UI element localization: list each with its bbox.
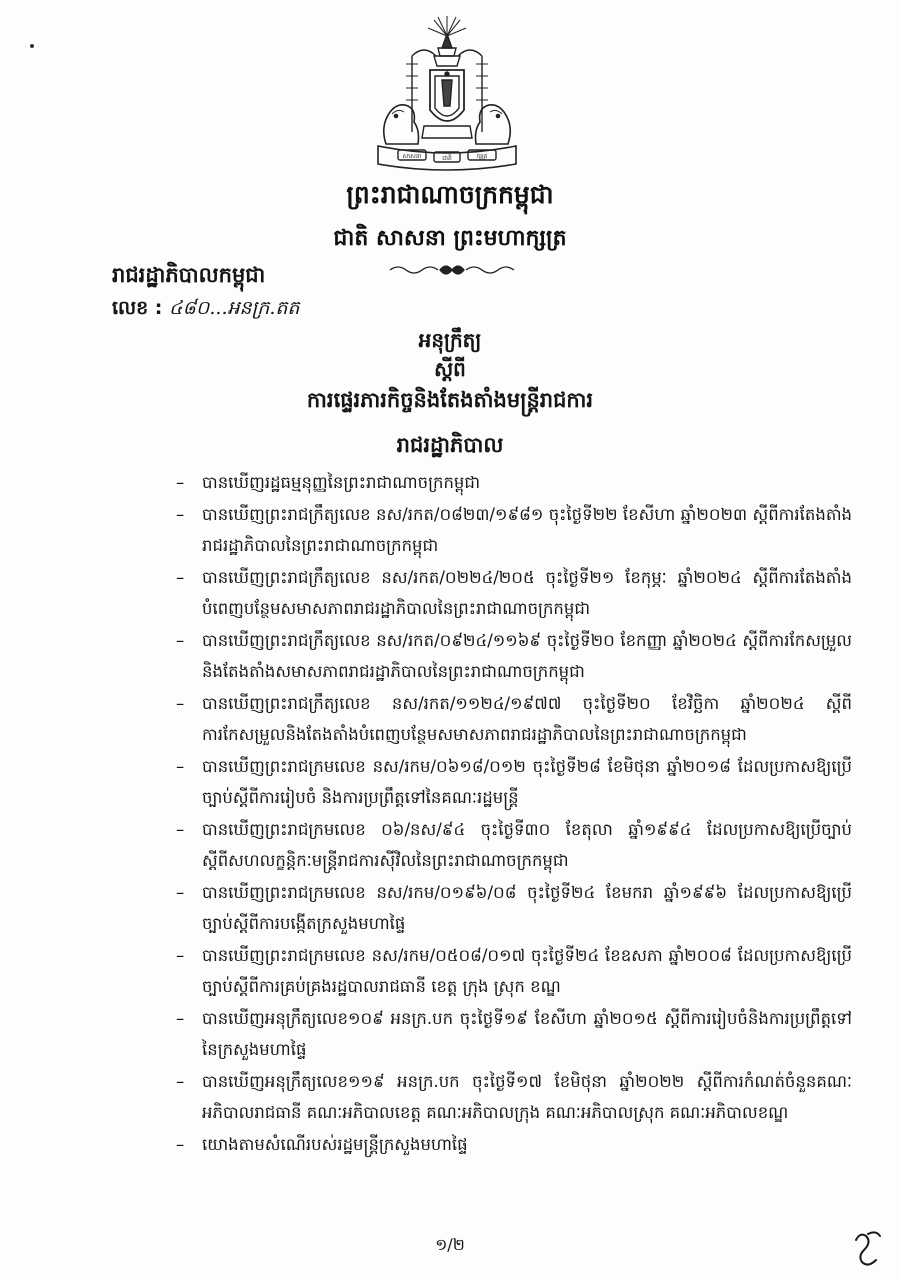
issuing-body-heading: រាជរដ្ឋាភិបាល <box>396 433 504 457</box>
recital-dash: – <box>176 1134 185 1154</box>
recital-dash: – <box>176 1071 185 1091</box>
recital-text: បានឃើញព្រះរាជក្រមលេខ នស/រកម/០៥០៨/០១៧ ចុះថ្ងៃទី២៤ ខែឧសភា ឆ្នាំ២០០៨ ដែលប្រកាសឱ្យប្រើច្បាប់ស្តីពីការគ្រប់គ្រងរដ្ឋបាលរាជធានី ខេត្ត ក្រុង ស្រុក ខណ្ឌ <box>202 945 852 996</box>
recital-item <box>176 467 852 499</box>
ornamental-divider-icon <box>388 262 516 278</box>
recital-dash: – <box>176 882 185 902</box>
recital-dash: – <box>176 630 185 650</box>
recitals-list <box>176 467 852 1160</box>
document-type-heading: អនុក្រឹត្យ <box>418 328 482 352</box>
kingdom-title: ព្រះរាជាណាចក្រកម្ពុជា <box>346 180 554 209</box>
handwritten-initial-mark <box>846 1226 886 1270</box>
recital-item <box>176 940 852 1003</box>
recital-dash: – <box>176 473 185 492</box>
reference-number: ៤៨០...អនក្រ.តត <box>169 297 300 319</box>
document-about-heading: ស្តីពី <box>434 357 466 381</box>
recital-dash: – <box>176 1008 185 1028</box>
recital-text: បានឃើញព្រះរាជក្រឹត្យលេខ នស/រកត/០២២៤/២០៥ ចុះថ្ងៃទី២១ ខែកុម្ភៈ ឆ្នាំ២០២៤ ស្តីពីការតែងតាំងបំពេញបន្ថែមសមាសភាពរាជរដ្ឋាភិបាលនៃព្រះរាជាណាចក្រកម្ពុជា <box>202 567 852 618</box>
recital-text: បានឃើញអនុក្រឹត្យលេខ១១៩ អនក្រ.បក ចុះថ្ងៃទី១៧ ខែមិថុនា ឆ្នាំ២០២២ ស្តីពីការកំណត់ចំនួនគណៈអភិបាលរាជធានី គណៈអភិបាលខេត្ត គណៈអភិបាលក្រុង គណៈអភិបាលស្រុក គណៈអភិបាលខណ្ឌ <box>202 1071 852 1122</box>
recital-item <box>176 1129 852 1161</box>
recital-dash: – <box>176 945 185 965</box>
national-motto: ជាតិ សាសនា ព្រះមហាក្សត្រ <box>333 226 567 251</box>
recital-text: បានឃើញរដ្ឋធម្មនុញ្ញនៃព្រះរាជាណាចក្រកម្ពុជា <box>202 473 481 492</box>
reference-number-line <box>112 296 300 324</box>
svg-text:ក្សត្រ: ក្សត្រ <box>476 153 488 160</box>
recital-item <box>176 562 852 625</box>
stray-ink-dot <box>30 44 34 48</box>
recital-item <box>176 1066 852 1129</box>
recital-text: បានឃើញអនុក្រឹត្យលេខ១០៩ អនក្រ.បក ចុះថ្ងៃទី១៩ ខែសីហា ឆ្នាំ២០១៥ ស្តីពីការរៀបចំនិងការប្រព្រឹត្តទៅនៃក្រសួងមហាផ្ទៃ <box>202 1008 852 1059</box>
recital-dash: – <box>176 756 185 776</box>
recital-text: បានឃើញព្រះរាជក្រមលេខ នស/រកម/០១៩៦/០៨ ចុះថ្ងៃទី២៤ ខែមករា ឆ្នាំ១៩៩៦ ដែលប្រកាសឱ្យប្រើច្បាប់ស្តីពីការបង្កើតក្រសួងមហាផ្ទៃ <box>202 882 852 933</box>
svg-text:ជាតិ: ជាតិ <box>442 155 452 162</box>
recital-dash: – <box>176 567 185 587</box>
recital-item <box>176 751 852 814</box>
recital-text: បានឃើញព្រះរាជក្រមលេខ នស/រកម/០៦១៨/០១២ ចុះថ្ងៃទី២៨ ខែមិថុនា ឆ្នាំ២០១៨ ដែលប្រកាសឱ្យប្រើច្បាប់ស្តីពីការរៀបចំ និងការប្រព្រឹត្តទៅនៃគណៈរដ្ឋមន្ត្រី <box>202 756 852 807</box>
recital-text: បានឃើញព្រះរាជក្រឹត្យលេខ នស/រកត/០៨២៣/១៩៨១ ចុះថ្ងៃទី២២ ខែសីហា ឆ្នាំ២០២៣ ស្តីពីការតែងតាំងរាជរដ្ឋាភិបាលនៃព្រះរាជាណាចក្រកម្ពុជា <box>202 504 852 555</box>
recital-text: បានឃើញព្រះរាជក្រមលេខ ០៦/នស/៩៤ ចុះថ្ងៃទី៣០ ខែតុលា ឆ្នាំ១៩៩៤ ដែលប្រកាសឱ្យប្រើច្បាប់ស្តីពីសហលក្ខន្តិកៈមន្ត្រីរាជការស៊ីវិលនៃព្រះរាជាណាចក្រកម្ពុជា <box>202 819 852 870</box>
page-number: ១/២ <box>435 1235 465 1254</box>
recital-item <box>176 877 852 940</box>
reference-label: លេខ : <box>112 297 170 319</box>
recital-item <box>176 499 852 562</box>
recital-item <box>176 814 852 877</box>
recital-item <box>176 1003 852 1066</box>
recital-text: បានឃើញព្រះរាជក្រឹត្យលេខ នស/រកត/០៩២៤/១១៦៩ ចុះថ្ងៃទី២០ ខែកញ្ញា ឆ្នាំ២០២៤ ស្តីពីការកែសម្រួលនិងតែងតាំងសមាសភាពរាជរដ្ឋាភិបាលនៃព្រះរាជាណាចក្រកម្ពុជា <box>202 630 852 681</box>
recital-dash: – <box>176 819 185 839</box>
recital-text: យោងតាមសំណើរបស់រដ្ឋមន្ត្រីក្រសួងមហាផ្ទៃ <box>202 1134 468 1154</box>
recital-item <box>176 625 852 688</box>
document-subject-heading: ការផ្ទេរភារកិច្ចនិងតែងតាំងមន្ត្រីរាជការ <box>306 388 594 412</box>
svg-text:សាសនា: សាសនា <box>402 153 422 160</box>
recital-text: បានឃើញព្រះរាជក្រឹត្យលេខ នស/រកត/១១២៤/១៩៧៧ ចុះថ្ងៃទី២០ ខែវិច្ឆិកា ឆ្នាំ២០២៤ ស្តីពីការកែសម្រួលនិងតែងតាំងបំពេញបន្ថែមសមាសភាពរាជរដ្ឋាភិបាលនៃព្រះរាជាណាចក្រកម្ពុជា <box>202 693 852 744</box>
recital-dash: – <box>176 693 185 713</box>
recital-item <box>176 688 852 751</box>
issuing-government-name: រាជរដ្ឋាភិបាលកម្ពុជា <box>112 263 266 287</box>
royal-coat-of-arms-emblem <box>372 14 522 174</box>
recital-dash: – <box>176 504 185 524</box>
